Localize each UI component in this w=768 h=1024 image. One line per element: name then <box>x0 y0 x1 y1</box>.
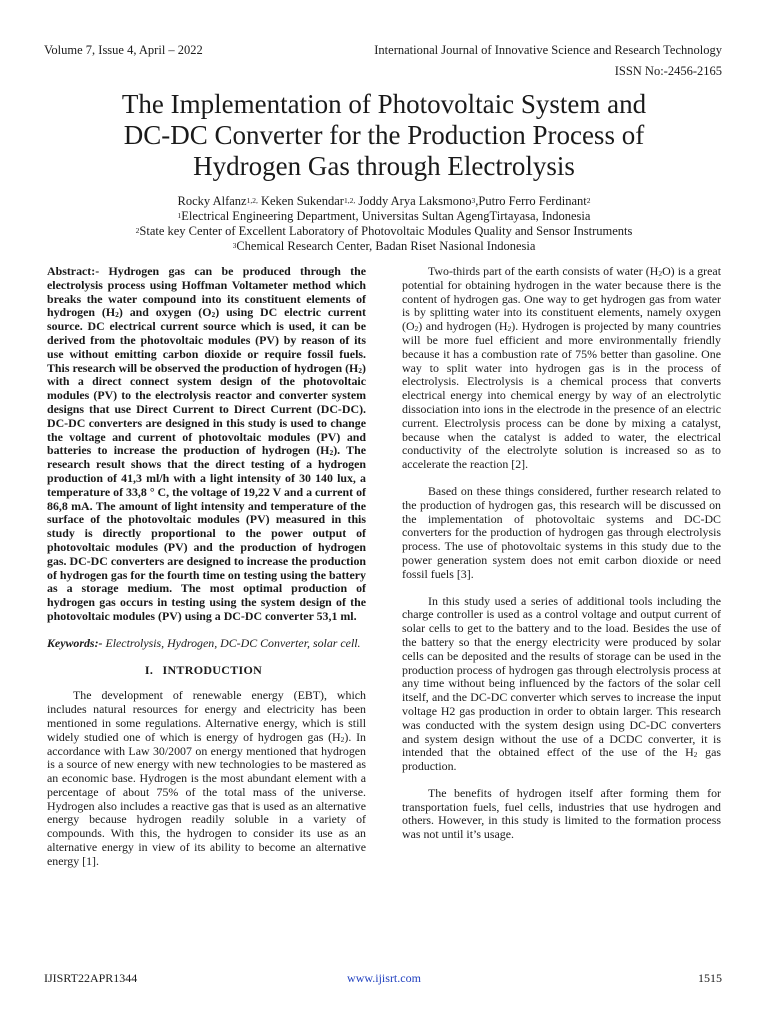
abstract-text: ) using DC electric current source. DC electrical current source which is used, it can be derived from the photovoltaic modules (PV) by reason of its use without emitting carbon dioxide or require fossil fuels. This research will be observed the production of hydrogen (H <box>47 305 366 375</box>
paragraph-text: ). In accordance with Law 30/2007 on energy mentioned that hydrogen is a source of new energy with new technologies to be mastered as an economic base. Hydrogen is the most abundant element with a percentage of about 75% of the total mass of the universe. Hydrogen also includes a reactive gas that is used as an alternative energy because hydrogen readily soluble in a variety of compounds. With this, the hydrogen to consider its use as an alternative energy in view of its ability to become an alternative energy [1]. <box>47 729 366 868</box>
abstract-text: ) with a direct connect system design of the photovoltaic modules (PV) to the electrolysis reactor and converter system designs that use Direct Current to Direct Current (DC-DC). DC-DC converters are designed in this study is used to change the voltage and current of photovoltaic modules (PV) and batteries to increase the production of hydrogen (H <box>47 360 366 458</box>
keywords-text: Electrolysis, Hydrogen, DC-DC Converter, solar cell. <box>102 635 361 650</box>
title-line: Hydrogen Gas through Electrolysis <box>193 151 575 181</box>
author-affiliation-mark: 1,2, <box>246 196 258 205</box>
paragraph-text: The development of renewable energy (EBT), which includes natural resources for energy and electricity has been mentioned in some regulations. Alternative energy, which is still widely studied one of which is energy of hydrogen gas (H <box>47 688 366 744</box>
left-column <box>47 265 366 882</box>
body-paragraph: Based on these things considered, further research related to the production of hydrogen gas, this research will be discussed on the implementation of photovoltaic systems and DC-DC converters for the production of hydrogen gas through electrolysis process. The use of photovoltaic systems in this study due to the power generation system does not emit carbon dioxide or need fossil fuels [3]. <box>402 483 721 581</box>
paragraph-text: In this study used a series of additional tools including the charge controller is used as a control voltage and output current of solar cells to get to the battery and to the load. Besides the use of the battery so that the energy electricity were produced by solar cells can be deposited and the results of storage can be used in the production process of hydrogen gas through electrolysis process at any time without being influenced by the factors of the solar cell itself, and the DC-DC converter which serves to increase the input voltage H2 gas production in order to obtain larger. This research was conducted with the system design using DC-DC converters and system design without the use of a DCDC converter, it is intended that the obtained effect of the use of the H <box>402 593 721 760</box>
subscript: 2 <box>358 365 363 375</box>
affiliation-text: Electrical Engineering Department, Universitas Sultan AgengTirtayasa, Indonesia <box>181 209 591 223</box>
journal-website-link[interactable]: www.ijisrt.com <box>347 971 421 985</box>
subscript: 2 <box>340 734 345 744</box>
body-paragraph: The benefits of hydrogen itself after forming them for transportation fuels, fuel cells, industries that use hydrogen and others. However, in this study is limited to the formation process was not until it’s usage. <box>402 785 721 842</box>
paper-id: IJISRT22APR1344 <box>44 971 138 985</box>
paragraph-text: Two-thirds part of the earth consists of water (H <box>428 264 659 278</box>
abstract <box>47 265 366 624</box>
subscript: 2 <box>414 324 419 334</box>
section-title: INTRODUCTION <box>162 662 263 677</box>
subscript: 2 <box>329 448 334 458</box>
volume-issue: Volume 7, Issue 4, April – 2022 <box>44 43 203 57</box>
subscript: 2 <box>211 310 216 320</box>
author-name: Rocky Alfanz <box>177 194 247 208</box>
title-line: The Implementation of Photovoltaic System and <box>121 89 647 119</box>
author-affiliation-mark: 3 <box>471 196 476 205</box>
paragraph-text: gas production. <box>402 745 721 774</box>
subscript: 2 <box>693 750 698 760</box>
affiliation-text: Chemical Research Center, Badan Riset Nasional Indonesia <box>236 239 536 253</box>
section-heading <box>47 664 366 678</box>
author-name: Keken Sukendar <box>257 194 344 208</box>
affiliation-mark: 3 <box>232 241 237 250</box>
affiliation-mark: 1 <box>177 211 182 220</box>
affiliation-text: State key Center of Excellent Laboratory of Photovoltaic Modules Quality and Sensor Instruments <box>139 224 633 238</box>
affiliation <box>40 209 728 224</box>
abstract-text: Abstract:- Hydrogen gas can be produced through the electrolysis process using Hoffman Voltameter method which breaks the water compound into its constituent elements of hydrogen (H <box>47 264 366 320</box>
subscript: 2 <box>658 269 663 278</box>
paragraph-text: ) and hydrogen (H <box>418 319 508 334</box>
body-paragraph <box>402 595 721 774</box>
author-affiliation-mark: 1,2, <box>343 196 356 205</box>
paragraph-text: O) is a great potential for obtaining hydrogen in the water because there is the content of hydrogen gas. One way to get hydrogen gas from water is by splitting water into its constituent elements, namely oxygen (O <box>402 264 721 334</box>
subscript: 2 <box>507 324 512 334</box>
affiliation <box>40 224 728 239</box>
paragraph-text: ). Hydrogen is projected by many countries will be more fuel efficient and more environmentally friendly because it has a combustion rate of 75% better than gasoline. One way to split water into hydrogen gas is in the process of electrolysis. Electrolysis is a chemical process that converts electrical energy into chemical energy by way of an electrolytic dissociation into ions in the electrode in the presence of an electric current. Electrolysis process can be done by mixing a catalyst, because when the catalyst is added to water, the electrical conductivity of the electrolyte solution is increased so as to accelerate the reaction [2]. <box>402 319 721 472</box>
author-name: ,Putro Ferro Ferdinant <box>475 194 587 208</box>
right-column <box>402 265 721 855</box>
paper-title <box>40 89 728 182</box>
author-block <box>40 194 728 254</box>
author-name: Joddy Arya Laksmono <box>355 194 472 208</box>
abstract-text: ). The research result shows that the direct testing of a hydrogen production of 41,3 ml/h with a light intensity of 30 140 lux, a temperature of 33,8 ° C, the voltage of 19,22 V and a current of 86,8 mA. The amount of light intensity and temperature of the surface of the photovoltaic modules (PV) measured in this study is directly proportional to the power output of photovoltaic modules (PV) and the production of hydrogen gas. DC-DC converters are designed to increase the production of hydrogen gas for the fourth time on testing using the battery as a storage medium. The most optimal production of hydrogen gas occurs in testing using the system design of the photovoltaic modules (PV) using a DC-DC converter 53,1 ml. <box>47 443 367 623</box>
section-number: I. <box>144 662 154 677</box>
page-number: 1515 <box>698 971 722 985</box>
author-affiliation-mark: 2 <box>586 196 591 205</box>
journal-name: International Journal of Innovative Science and Research Technology <box>374 43 722 57</box>
intro-paragraph <box>47 689 366 868</box>
body-paragraph <box>402 265 721 472</box>
keywords-label: Keywords:- <box>47 635 103 650</box>
issn: ISSN No:-2456-2165 <box>614 64 722 78</box>
affiliation <box>40 239 728 254</box>
subscript: 2 <box>115 310 119 320</box>
title-line: DC-DC Converter for the Production Process of <box>123 120 645 150</box>
keywords <box>47 637 366 651</box>
author-list <box>40 194 728 209</box>
abstract-text: ) and oxygen (O <box>118 305 212 320</box>
affiliation-mark: 2 <box>135 226 140 235</box>
